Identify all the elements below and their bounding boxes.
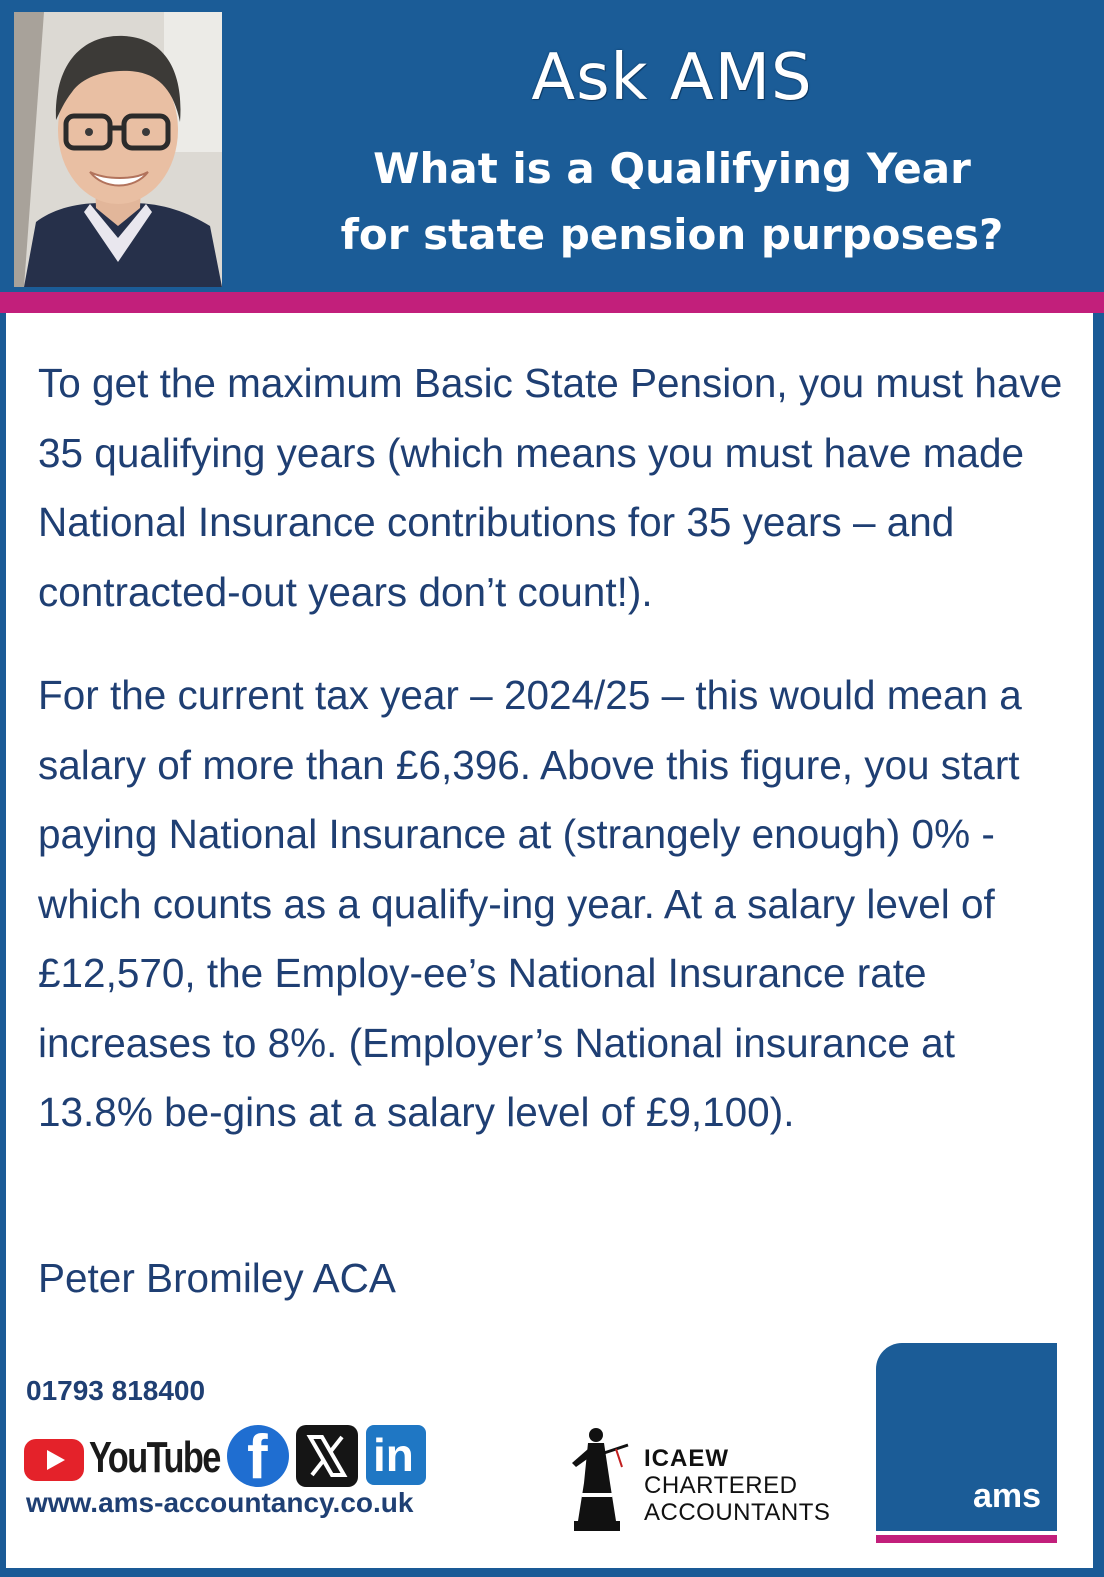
- question-headline: [240, 136, 1104, 268]
- youtube-wordmark: YouTube: [89, 1433, 220, 1482]
- paragraph-qualifying-years: To get the maximum Basic State Pension, you must have 35 qualifying years (which means you must have made National Insurance contributions for 35 years – and contracted-out years don’t count!).: [38, 360, 1063, 615]
- facebook-icon[interactable]: f: [227, 1425, 289, 1487]
- accent-divider: [0, 292, 1104, 313]
- x-glyph: [296, 1425, 358, 1487]
- social-links: [24, 1425, 444, 1487]
- linkedin-icon[interactable]: in: [366, 1425, 426, 1485]
- icaew-text: [644, 1445, 830, 1526]
- brand-title: Ask AMS: [531, 41, 813, 115]
- author-signature: Peter Bromiley ACA: [38, 1255, 396, 1301]
- youtube-icon: [24, 1439, 84, 1481]
- question-line-2: for state pension purposes?: [340, 210, 1004, 259]
- article-panel: [6, 313, 1093, 1568]
- question-line-1: What is a Qualifying Year: [373, 144, 971, 193]
- header-banner: [0, 0, 1104, 292]
- x-icon[interactable]: [296, 1425, 358, 1487]
- ams-logo-word: ams: [972, 1477, 1041, 1515]
- author-photo: [14, 12, 222, 287]
- article-body: [38, 349, 1068, 1301]
- icaew-line-1: ICAEW: [644, 1445, 729, 1472]
- author-portrait-illustration: [14, 12, 222, 287]
- icaew-line-2: CHARTERED: [644, 1472, 798, 1499]
- ams-logo: [876, 1343, 1057, 1547]
- icaew-logo: [566, 1423, 866, 1543]
- ams-logo-underline: [876, 1535, 1057, 1543]
- icaew-line-3: ACCOUNTANTS: [644, 1499, 831, 1526]
- ams-logo-square: [876, 1343, 1057, 1531]
- paragraph-tax-year: For the current tax year – 2024/25 – this would mean a salary of more than £6,396. Above this figure, you start paying National Insurance at (strangely enough) 0% - which counts as a qualify-ing year. At a salary level of £12,570, the Employ-ee’s National Insurance rate increases to 8%. (Employer’s National insurance at 13.8% be-gins at a salary level of £9,100).: [38, 672, 1022, 1135]
- phone-number[interactable]: 01793 818400: [26, 1375, 206, 1406]
- website-link[interactable]: www.ams-accountancy.co.uk: [26, 1487, 414, 1518]
- icaew-figure-icon: [566, 1423, 632, 1533]
